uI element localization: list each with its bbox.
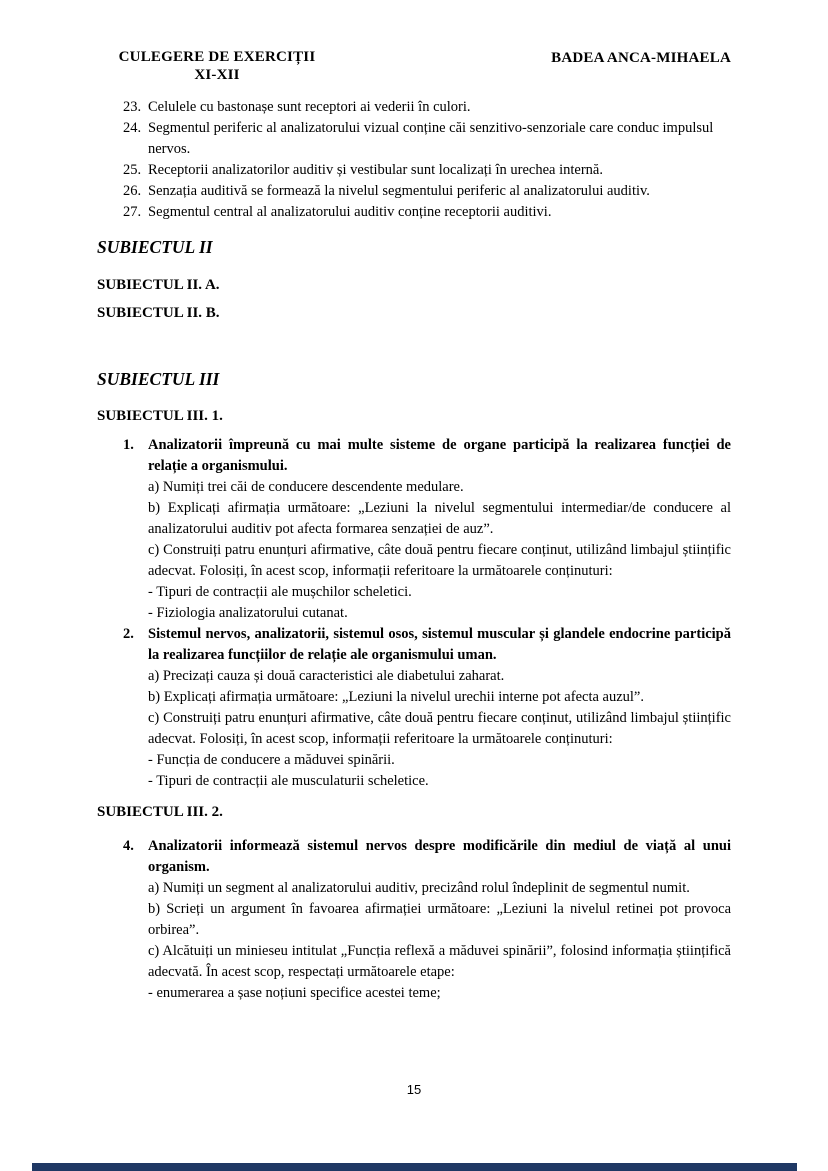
statement-23 [97, 97, 731, 118]
exercise-part-b: b) Explicați afirmația următoare: „Leziuni la nivelul segmentului intermediar/de conducere al analizatorului auditiv pot afecta formarea senzației de auz”. [148, 500, 731, 537]
exercise-part-a: a) Numiți trei căi de conducere descendente medulare. [148, 479, 464, 495]
statement-24 [97, 118, 731, 160]
heading-subiectul-2a: SUBIECTUL II. A. [97, 277, 220, 293]
header-left-block [97, 48, 337, 84]
exercise-dash-item: - Funcția de conducere a măduvei spinării. [148, 752, 395, 768]
exercise-title: Sistemul nervos, analizatorii, sistemul osos, sistemul muscular și glandele endocrine participă la realizarea funcțiilor de relație ale organismului uman. [148, 626, 731, 663]
exercise-number: 2. [123, 626, 134, 642]
statement-26 [97, 181, 731, 202]
heading-subiectul-2: SUBIECTUL II [97, 237, 213, 257]
exercise-dash-item: - Tipuri de contracții ale musculaturii scheletice. [148, 773, 429, 789]
statement-number: 23. [123, 99, 142, 115]
statement-text: Senzația auditivă se formează la nivelul segmentului periferic al analizatorului auditiv. [148, 183, 650, 199]
statement-number: 24. [123, 120, 142, 136]
exercise-4 [97, 836, 731, 1004]
statement-number: 26. [123, 183, 142, 199]
footer-rule [32, 1163, 797, 1171]
exercise-number: 4. [123, 838, 134, 854]
statement-text: Segmentul periferic al analizatorului vizual conține căi senzitivo-senzoriale care conduc impulsul nervos. [148, 120, 714, 157]
exercise-2 [97, 624, 731, 792]
exercise-part-a: a) Numiți un segment al analizatorului auditiv, precizând rolul îndeplinit de segmentul numit. [148, 880, 690, 896]
heading-subiectul-3-2: SUBIECTUL III. 2. [97, 804, 223, 820]
heading-subiectul-3: SUBIECTUL III [97, 369, 220, 389]
statement-text: Celulele cu bastonașe sunt receptori ai vederii în culori. [148, 99, 471, 115]
statement-text: Segmentul central al analizatorului auditiv conține receptorii auditivi. [148, 204, 552, 220]
page-number: 15 [406, 1082, 422, 1097]
page-header [97, 48, 731, 84]
exercise-title: Analizatorii informează sistemul nervos despre modificările din mediul de viață al unui organism. [148, 838, 731, 875]
statement-text: Receptorii analizatorilor auditiv și vestibular sunt localizați în urechea internă. [148, 162, 603, 178]
exercise-part-b: b) Scrieți un argument în favoarea afirmației următoare: „Leziuni la nivelul retinei pot provoca orbirea”. [148, 901, 731, 938]
exercise-title: Analizatorii împreună cu mai multe sisteme de organe participă la realizarea funcției de relație a organismului. [148, 437, 731, 474]
exercise-part-a: a) Precizați cauza și două caracteristici ale diabetului zaharat. [148, 668, 505, 684]
exercise-part-c: c) Alcătuiți un minieseu intitulat „Funcția reflexă a măduvei spinării”, folosind informația științifică adecvată. În acest scop, respectați următoarele etape: [148, 943, 731, 980]
exercise-1 [97, 435, 731, 624]
booklet-subtitle: XI-XII [194, 67, 240, 83]
statement-number: 25. [123, 162, 142, 178]
statement-number: 27. [123, 204, 142, 220]
statement-25 [97, 160, 731, 181]
heading-subiectul-3-1: SUBIECTUL III. 1. [97, 408, 223, 424]
statement-27 [97, 202, 731, 223]
exercise-part-c: c) Construiți patru enunțuri afirmative, câte două pentru fiecare conținut, utilizând limbajul științific adecvat. Folosiți, în acest scop, informații referitoare la următoarele conținuturi: [148, 710, 731, 747]
author-name: BADEA ANCA-MIHAELA [551, 50, 731, 66]
exercise-dash-item: - enumerarea a șase noțiuni specifice acestei teme; [148, 985, 441, 1001]
exercise-dash-item: - Tipuri de contracții ale mușchilor scheletici. [148, 584, 412, 600]
exercise-part-b: b) Explicați afirmația următoare: „Leziuni la nivelul urechii interne pot afecta auzul”. [148, 689, 644, 705]
exercise-part-c: c) Construiți patru enunțuri afirmative, câte două pentru fiecare conținut, utilizând limbajul științific adecvat. Folosiți, în acest scop, informații referitoare la următoarele conținuturi: [148, 542, 731, 579]
booklet-title: CULEGERE DE EXERCIȚII [118, 49, 316, 65]
heading-subiectul-2b: SUBIECTUL II. B. [97, 305, 220, 321]
exercise-number: 1. [123, 437, 134, 453]
exercise-dash-item: - Fiziologia analizatorului cutanat. [148, 605, 348, 621]
